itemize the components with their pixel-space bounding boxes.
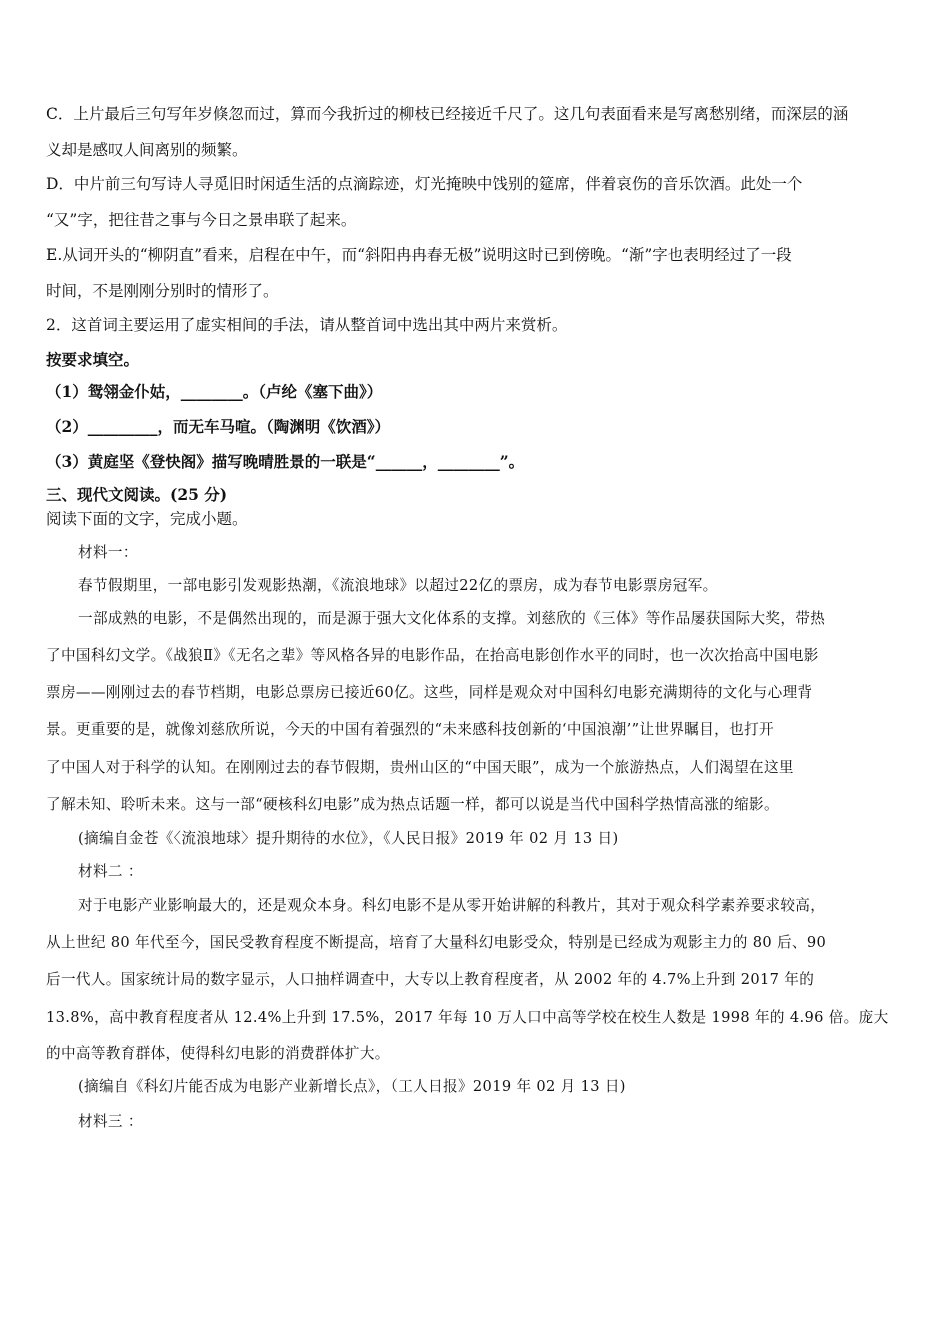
material-1-paragraph-2-line: 了中国科幻文学。《战狼Ⅱ》《无名之辈》等风格各异的电影作品，在抬高电影创作水平的同时，也一次次抬高中国电影 [46, 647, 819, 664]
option-e-line-2: 时间，不是刚刚分别时的情形了。 [46, 282, 279, 300]
question-2: 2．这首词主要运用了虚实相间的手法，请从整首词中选出其中两片来赏析。 [46, 316, 568, 334]
material-1-label: 材料一： [78, 544, 138, 561]
material-1-paragraph-1: 春节假期里，一部电影引发观影热潮，《流浪地球》以超过22亿的票房，成为春节电影票房冠军。 [78, 577, 718, 594]
material-2-paragraph-line: 后一代人。国家统计局的数字显示，人口抽样调查中，大专以上教育程度者，从 2002 年的 4.7%上升到 2017 年的 [46, 971, 815, 988]
material-2-label: 材料二 ： [78, 863, 143, 880]
fill-blank-heading: 按要求填空。 [46, 350, 140, 369]
material-2-paragraph-line: 13.8%，高中教育程度者从 12.4%上升到 17.5%，2017 年每 10 万人口中高等学校在校生人数是 1998 年的 4.96 倍。庞大 [46, 1009, 889, 1026]
material-1-paragraph-2-line: 了中国人对于科学的认知。在刚刚过去的春节假期，贵州山区的“中国天眼”，成为一个旅游热点，人们渴望在这里 [46, 759, 794, 776]
option-e-line-1: E.从词开头的“柳阴直”看来，启程在中午，而“斜阳冉冉春无极”说明这时已到傍晚。“渐”字也表明经过了一段 [46, 246, 792, 264]
option-c-line-2: 义却是感叹人间离别的频繁。 [46, 141, 248, 159]
material-2-paragraph-line: 对于电影产业影响最大的，还是观众本身。科幻电影不是从零开始讲解的科教片，其对于观众科学素养要求较高， [78, 897, 826, 914]
material-1-paragraph-2-line: 一部成熟的电影，不是偶然出现的，而是源于强大文化体系的支撑。刘慈欣的《三体》等作品屡获国际大奖，带热 [78, 610, 826, 627]
material-1-paragraph-2-line: 景。更重要的是，就像刘慈欣所说，今天的中国有着强烈的“未来感科技创新的‘中国浪潮’”让世界瞩目，也打开 [46, 721, 774, 738]
material-2-paragraph-line: 的中高等教育群体，使得科幻电影的消费群体扩大。 [46, 1045, 390, 1062]
material-2-source: (摘编自《科幻片能否成为电影产业新增长点》，（工人日报》2019 年 02 月 13 日) [78, 1078, 626, 1095]
fill-blank-item-1: （1）鸳翎金仆姑，________。（卢纶《塞下曲》） [46, 382, 383, 401]
material-3-label: 材料三 ： [78, 1113, 143, 1130]
option-c-line-1: C．上片最后三句写年岁倏忽而过，算而今我折过的柳枝已经接近千尺了。这几句表面看来是写离愁别绪，而深层的涵 [46, 105, 849, 123]
section-3-title: 三、现代文阅读。(25 分) [46, 485, 228, 504]
material-1-paragraph-2-line: 票房——刚刚过去的春节档期，电影总票房已接近60亿。这些，同样是观众对中国科幻电影充满期待的文化与心理背 [46, 684, 813, 701]
material-2-paragraph-line: 从上世纪 80 年代至今，国民受教育程度不断提高，培育了大量科幻电影受众，特别是已经成为观影主力的 80 后、90 [46, 934, 827, 951]
section-3-instruction: 阅读下面的文字，完成小题。 [46, 510, 248, 528]
fill-blank-item-3: （3）黄庭坚《登快阁》描写晚晴胜景的一联是“______，________”。 [46, 452, 525, 471]
material-1-source: (摘编自金苍《〈流浪地球〉提升期待的水位》，《人民日报》2019 年 02 月 13 日) [78, 830, 619, 847]
option-d-line-2: “又”字，把往昔之事与今日之景串联了起来。 [46, 211, 357, 229]
option-d-line-1: D．中片前三句写诗人寻觅旧时闲适生活的点滴踪迹，灯光掩映中饯别的筵席，伴着哀伤的音乐饮酒。此处一个 [46, 175, 803, 193]
material-1-paragraph-2-line: 了解未知、聆听未来。这与一部“硬核科幻电影”成为热点话题一样，都可以说是当代中国科学热情高涨的缩影。 [46, 796, 779, 813]
fill-blank-item-2: （2）_________，而无车马喧。（陶渊明《饮酒》） [46, 417, 391, 436]
